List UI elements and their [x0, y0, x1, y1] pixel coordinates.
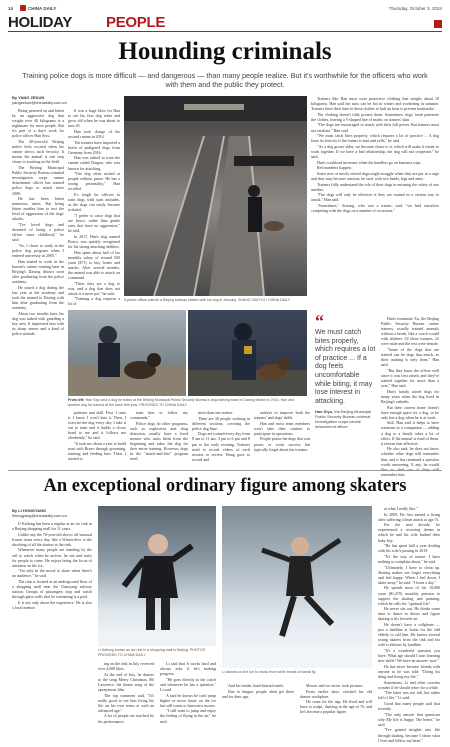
paragraph: At the end of July, he dances to the song Merry Christmas, Mr Lawrence, the theme song of the eponymous film. [98, 671, 154, 692]
masthead [8, 4, 442, 14]
officer-and-dog-illustration-2 [188, 310, 307, 396]
paragraph: He came for the nap, He lived and will have to sculpt, dancing in the age of 76, and he's become a popular figure. [300, 699, 372, 715]
paragraph: "So, I chose to study in the police dog program when I entered university in 2005." [12, 242, 64, 259]
story1-column-8 [381, 316, 439, 477]
quote-mark-icon: “ [315, 311, 324, 331]
paragraph: The top comment said, "It's really good to see him living his life on his own terms at such an advanced age." [98, 692, 154, 713]
paragraph: And his tender, kind-hearted smile. [228, 683, 285, 688]
col-paragraphs [68, 108, 120, 307]
paragraph: Whenever many people are standing by the rail to watch when he arrives, he sits and waits for people to come. He enjoys being the focus of attention on the ice. [12, 547, 92, 568]
pull-quote [315, 311, 377, 430]
paragraph: He also said: he does not know whether other dogs still remember him, and it has remained a question worth answering. If any, he would remember him. [381, 446, 439, 477]
col-paragraphs [311, 96, 439, 213]
story1-column-5 [130, 410, 188, 466]
paragraph: more than one trainer. [198, 410, 234, 415]
paragraph: Han was tasked to train the canine called Dragon, who was known for attacking. [68, 155, 120, 171]
paragraph: analyze to improve both the trainers' and dogs' skills. [254, 410, 310, 421]
paragraph: "I prefer to raise dogs that are fierce, rather than gentle ones that have no aggression," he said. [68, 212, 120, 234]
story2-column-5 [300, 683, 372, 743]
paragraph: "The dog often rushed at people without pause. He has a strong personality," Han recalled. [68, 171, 120, 192]
pull-quote-name: Han Siyu, [315, 409, 334, 415]
story2-email: lihongyang@chinadaily.com.cn [12, 513, 67, 518]
paragraph: Li said that A works hard and always asks if he's making progress. [160, 661, 216, 677]
col-paragraphs [98, 661, 154, 724]
paragraph: "Ultimately, I have to clean up. Skating makes me forget everything and feel happy. When I feel down, I skate away," he said. "I learn a day." [378, 564, 440, 585]
col-paragraphs [192, 410, 250, 462]
paragraph: A said he knows he can't jump higher or move faster on the ice but still wants to learn new moves. [160, 692, 216, 708]
col-paragraphs [300, 683, 372, 715]
paragraph: He raised a dog during the last year at the academy and took the animal to Daxing with him after graduating from the academy. [12, 284, 64, 311]
col-paragraphs [378, 506, 440, 743]
han-siyu-with-dog-photo-2 [188, 310, 307, 396]
story1-column-4 [68, 410, 126, 466]
paragraph: "Training a dog requires a lot of [68, 296, 120, 307]
story1-headline: Hounding criminals [118, 38, 332, 65]
page-number: 14 [8, 6, 14, 11]
section-name-holiday: HOLIDAY [8, 14, 73, 31]
paragraph: The rink is located at an underground floor of a shopping mall near the Chaoyang subway station. Groups of passengers stop and watch through glass walls that let swimming is a pool. [12, 579, 92, 600]
paragraph: If Kailong has been a regular at an ice rink in a Beijing shopping mall for 11 years. [12, 521, 92, 532]
paragraph: He never sits out. He thinks some time to dance in shows and figure skating is his favorite art. [378, 606, 440, 622]
china-daily-logo-icon [20, 5, 26, 11]
paragraph: Sometimes, Li and other coaches wonder if he should retire for a while. [378, 679, 440, 690]
story2-column-6 [378, 506, 440, 743]
dancing-skater-illustration [222, 506, 372, 668]
story2-column-2 [98, 661, 154, 743]
story2-column-1 [12, 521, 92, 743]
skater-dancing-photo [222, 506, 372, 668]
paragraph: Mosaic and ice sector took pictures [306, 683, 363, 688]
paragraph: patience and skill. First, I raise it. I know I won't hurt it. Then, I exercise the dog every day. I take it out to train and it builds a closer bond to me and it follows me obediently," he said. [68, 410, 126, 441]
paper-name: CHINA DAILY [28, 6, 57, 11]
col-paragraphs [254, 410, 310, 452]
paragraph: "The dogs are encouraged to attack with their full power. But trainers must not retaliate," Han said. [311, 122, 439, 133]
paragraph: Some new or newly retired dogs might struggle when they are put in a cage and they may become anxious, he said, with two heads, legs and arms. [311, 170, 439, 181]
story1-column-2 [68, 108, 120, 308]
paragraph: Police dogs do other programs, such as explosives and drug detection, usually have a fixed mentor who tasks them from the beginning and takes the dog for their entire training. However, dogs in the "attack-and-bite" program need [130, 420, 188, 462]
officer-and-dog-illustration [68, 310, 186, 396]
paragraph: Han started to work in the bureau's canine training base in Beijing's Daxing district soon after graduating from the police academy. [12, 258, 64, 285]
paragraph: "It's the way of nature. I have nothing to complain about," he said. [378, 553, 440, 564]
paragraph: Red numbers happen. [317, 165, 352, 171]
paragraph: "The dogs will only be effective if they are trained in a certain way to attack," Han said. [311, 192, 439, 203]
story1-deck: Training police dogs is more difficult — and dangerous — than many people realize. But it's worthwhile for the officers who work with them and the public they protect. [22, 71, 428, 89]
paragraph: A lot of people are touched by his performance. [98, 713, 154, 724]
photo2-caption: Han Siyu and a dog he trains at the Beijing Municipal Public Security Bureau's dog-training base in Daxing district in 2014. Han and another dog he trained at the base this year. [68, 398, 295, 407]
paragraph: at what I really like." [384, 506, 418, 511]
story2-author: By LI HONGYANG [12, 508, 47, 513]
col-paragraphs [12, 521, 92, 610]
paragraph: Han took charge of his second canine in 2014. [68, 128, 120, 139]
paragraph: "The latter was not full, but rather full of life," Li said. [378, 690, 440, 701]
paragraph: From earlier days, reached his old dancer workplace. [300, 688, 372, 699]
story2-byline [12, 508, 92, 518]
story2-headline: An exceptional ordinary figure among skaters [43, 476, 407, 496]
han-siyu-with-dog-photo-1 [68, 310, 186, 396]
story-divider [8, 470, 442, 471]
paragraph: train him to follow my commands." [130, 410, 188, 421]
photo1-credit: ZHANG XIAOYU / CHINA DAILY [237, 298, 291, 302]
paragraph: People praise the dogs that win prizes or work success but typically forget about the trainers. [254, 436, 310, 452]
paragraph: He has never become friends with anyone as he was told: "Doing his thing and living my life." [378, 663, 440, 679]
paragraph: ing on the rink in July received over 4,000 likes. [98, 661, 154, 672]
skater-illustration [98, 506, 216, 646]
pull-quote-text: We must catch bites properly, which requires a lot of practice ... If a dog feels uncomfortable while biting, it may lose interest in attacking. [315, 329, 376, 405]
photo1-caption: A police officer patrols a Beijing subway station with his dog in January. [124, 298, 237, 302]
paragraph: "Then, they are a dog to win, and a dog that does not attack is a mere pet," he said. [68, 280, 120, 296]
story1-column-7 [254, 410, 310, 466]
paragraph: The Beijing Municipal Public Security Bureau criminal investigation corps canine detachment officer has trained police dogs to attack since 2009. [12, 165, 64, 196]
story1-column-3 [311, 96, 439, 314]
paragraph: In 2017, Han's dog, named Bravo, was quickly recognized for his strong attacking abilities. [68, 233, 120, 249]
subway-patrol-photo [124, 96, 307, 296]
story2-column-3 [160, 661, 216, 743]
story1-author: By YANG ZEKUN [12, 95, 45, 100]
skater-photo-caption [98, 648, 216, 657]
paragraph: "Some of the dogs that are trained can be dogs that attack, as their training is only done," Han said. [381, 347, 439, 368]
section-square-icon [434, 20, 442, 28]
section-header [8, 14, 442, 32]
story1-email: yangzekun@chinadaily.com.cn [12, 100, 67, 105]
story1-column-6 [192, 410, 250, 466]
paragraph: In 2009, He first earned a living after suffering a heart attack at age 51. [378, 511, 440, 522]
paragraph: "Sometimes," Sixiang, who was a trainer, said, "we find ourselves competing with the dogs on a number of occasions." [311, 202, 439, 213]
paragraph: It's tough for officers to train dogs with such attitudes, as the dogs can easily become irritated. [68, 192, 120, 213]
paragraph: "It's a wonderful question you have. What age should I start learning new skills? We have an answer: now." [378, 648, 440, 664]
paragraph: The trainers have imported a batch of pedigreed dogs from Germany from 2016. [68, 139, 120, 155]
col-paragraphs [68, 410, 126, 461]
paragraph: For the next decade, he experienced a recurring dream in which he and his wife bathed their baby boy. [378, 522, 440, 543]
paragraph: The clothing doesn't fully protect them. Sometimes, dogs' teeth penetrate the clothes, leaving a V-shaped line of marks on trainers' skin. [311, 111, 439, 122]
issue-date: Thursday, October 3, 2024 [388, 6, 442, 11]
paragraph: "I've gained insights into life through skating, because I chose what I love and follow my heart." [378, 727, 440, 743]
paragraph: "He goes directly to the coach and whenever he has a question," Li said. [160, 676, 216, 692]
paragraph: "I'm only in the mood to skate when there's an audience," he said. [12, 568, 92, 579]
section-name-people: PEOPLE [106, 14, 166, 31]
paragraph: Han's family raised dogs for many years when the dog lived in Beijing's suburbs. [381, 388, 439, 404]
paragraph: He doesn't have a cellphone — just a landline at home for the odd elderly to call him. He knows several young skaters from the rink and his wife's relatives by landline. [378, 622, 440, 648]
paragraph: "I still want to jump and enjoy the feeling of flying in the air," he said. [160, 708, 216, 724]
skater-portrait-photo [98, 506, 216, 646]
photo2-caption-label: From left: [68, 398, 85, 402]
paragraph: "We must catch bites properly, which requires a lot of practice ... A dog loses its ferocity if the trainer is hurt and yells," he said. [311, 133, 439, 144]
photo2-credit: PROVIDED TO CHINA DAILY [139, 402, 188, 407]
paragraph: There are 30 people working in different sections, covering the police dog base. [192, 415, 250, 431]
story2-column-4 [222, 683, 294, 743]
paragraph: Trainers like Han must wear protective clothing that weighs about 10 kilograms. Han said the suits can be hot in winter and sweltering in summer. Trainers limit their time in these clothes to half an hour to prevent heatstroke. [311, 96, 439, 112]
subway-escalator-illustration [124, 96, 307, 296]
paragraph: The 40-year-old Beijing native feels excited when his canine shows such ferocity. It means the animal is one step closer to assisting in the field. [12, 139, 64, 165]
col-paragraphs [222, 683, 294, 699]
paragraph: Being pestered on and bitten by an aggressive dog that weighs over 40 kilograms is a nightmare for most people. But it's part of a day's work for police officer Han Siyu. [12, 108, 64, 139]
dancing-photo-caption: Li dances on the ice to music from while beads of sweat fly. [222, 670, 317, 674]
pull-quote-title: the Beijing Municipal Public Security Bureau criminal investigation corps canine detachment officer [315, 409, 372, 430]
officer-photos-caption [68, 398, 307, 407]
paragraph: He spends most of his 10,000 yuan ($1,470) monthly pension to support the skating and painting, which he calls his "spiritual life". [378, 585, 440, 606]
paragraph: Good that many people said that recently. [378, 700, 440, 712]
paragraph: "As a dog grows older, we become closer to it, which will make it easier to work together. If we have a bad relationship, the dog will not cooperate," he said. [311, 143, 439, 160]
paragraph: Still, Han said it helps to have someone as a companion — adding a dog to a family takes a lot of effort. If the animal is fond of them, it returns that affection. [381, 420, 439, 446]
paragraph: Due to fatigue, people often get there and for their age. [222, 688, 294, 699]
paragraph: Han and most team members won't take their canines to participate in operations. [254, 420, 310, 436]
col-paragraphs [160, 661, 216, 724]
photo3-caption: Li Kailong shows an ice rink in a shopping mall in Beijing. [98, 648, 189, 652]
col-paragraphs [12, 108, 64, 336]
paragraph: "I've loved dogs and dreamed of being a police officer since childhood," he said. [12, 222, 64, 243]
paragraph: But their current home doesn't have enough space for a dog, so he only has a dog when he is at work. [381, 404, 439, 420]
story1-byline [12, 95, 67, 105]
paragraph: It was a huge blow for Han to see his first dog retire and grow old when he was about to turn 30. [68, 108, 120, 129]
col-paragraphs [130, 410, 188, 461]
paragraph: Trainers fully understand the role of their dogs in ensuring the safety of one another. [311, 181, 439, 192]
paragraph: Han spent about half of his monthly salary of around 500 yuan ($71) to buy bones and snacks. After several months, the animal was able to attack on command. [68, 249, 120, 280]
paragraph: Han's teammate Xu, the Beijing Public Security Bureau canine trainers, usually trained animals without a break, like a coach would with athletes. Of those trainers, 22 were male and the rest were female. [381, 316, 439, 347]
paragraph: "But they know the officer well since it was first raised, and they've trained together for more than a year," Han said. [381, 367, 439, 389]
col-paragraphs [381, 316, 439, 477]
subway-photo-caption [124, 298, 307, 303]
story1-column-1 [12, 108, 64, 463]
photo3-credit: PHOTOS PROVIDED TO CHINA DAILY [98, 648, 206, 657]
paragraph: "It took me about a year to build trust with Bravo through grooming, training and feeding him. Then, I started to [68, 441, 126, 462]
paragraph: It is not only about the experience. He is also a local mentor. [12, 599, 92, 610]
paragraph: About two months later, his dog was tasked with guarding a key area. It impressed him with its sharp senses and a kind of police attitude. [12, 310, 64, 337]
paragraph: Unlike any the 76-year-old shows off unusual frozen treats every day, like a Winter-dive to the shocking of all the skaters at the rink. [12, 531, 92, 547]
paragraph: Han's workload increases when the handlers go on business trips. [317, 159, 422, 165]
paragraph: "He has spent half a year dealing with his wife's passing in 2019. [378, 543, 440, 554]
paragraph: "The only answer that questions why My life is happy. The better," he said. [378, 711, 440, 727]
paragraph: Dogs are trained every day from 8 am to 11 am, 3 pm to 6 pm and 8 pm to the early evening. Trainers need to record videos of each session to review. Wang goes to record and [192, 431, 250, 462]
pull-quote-attribution [315, 409, 377, 429]
paragraph: He has been bitten numerous times. But being bitten enables him to test the level of aggression of the dogs' attacks. [12, 196, 64, 222]
